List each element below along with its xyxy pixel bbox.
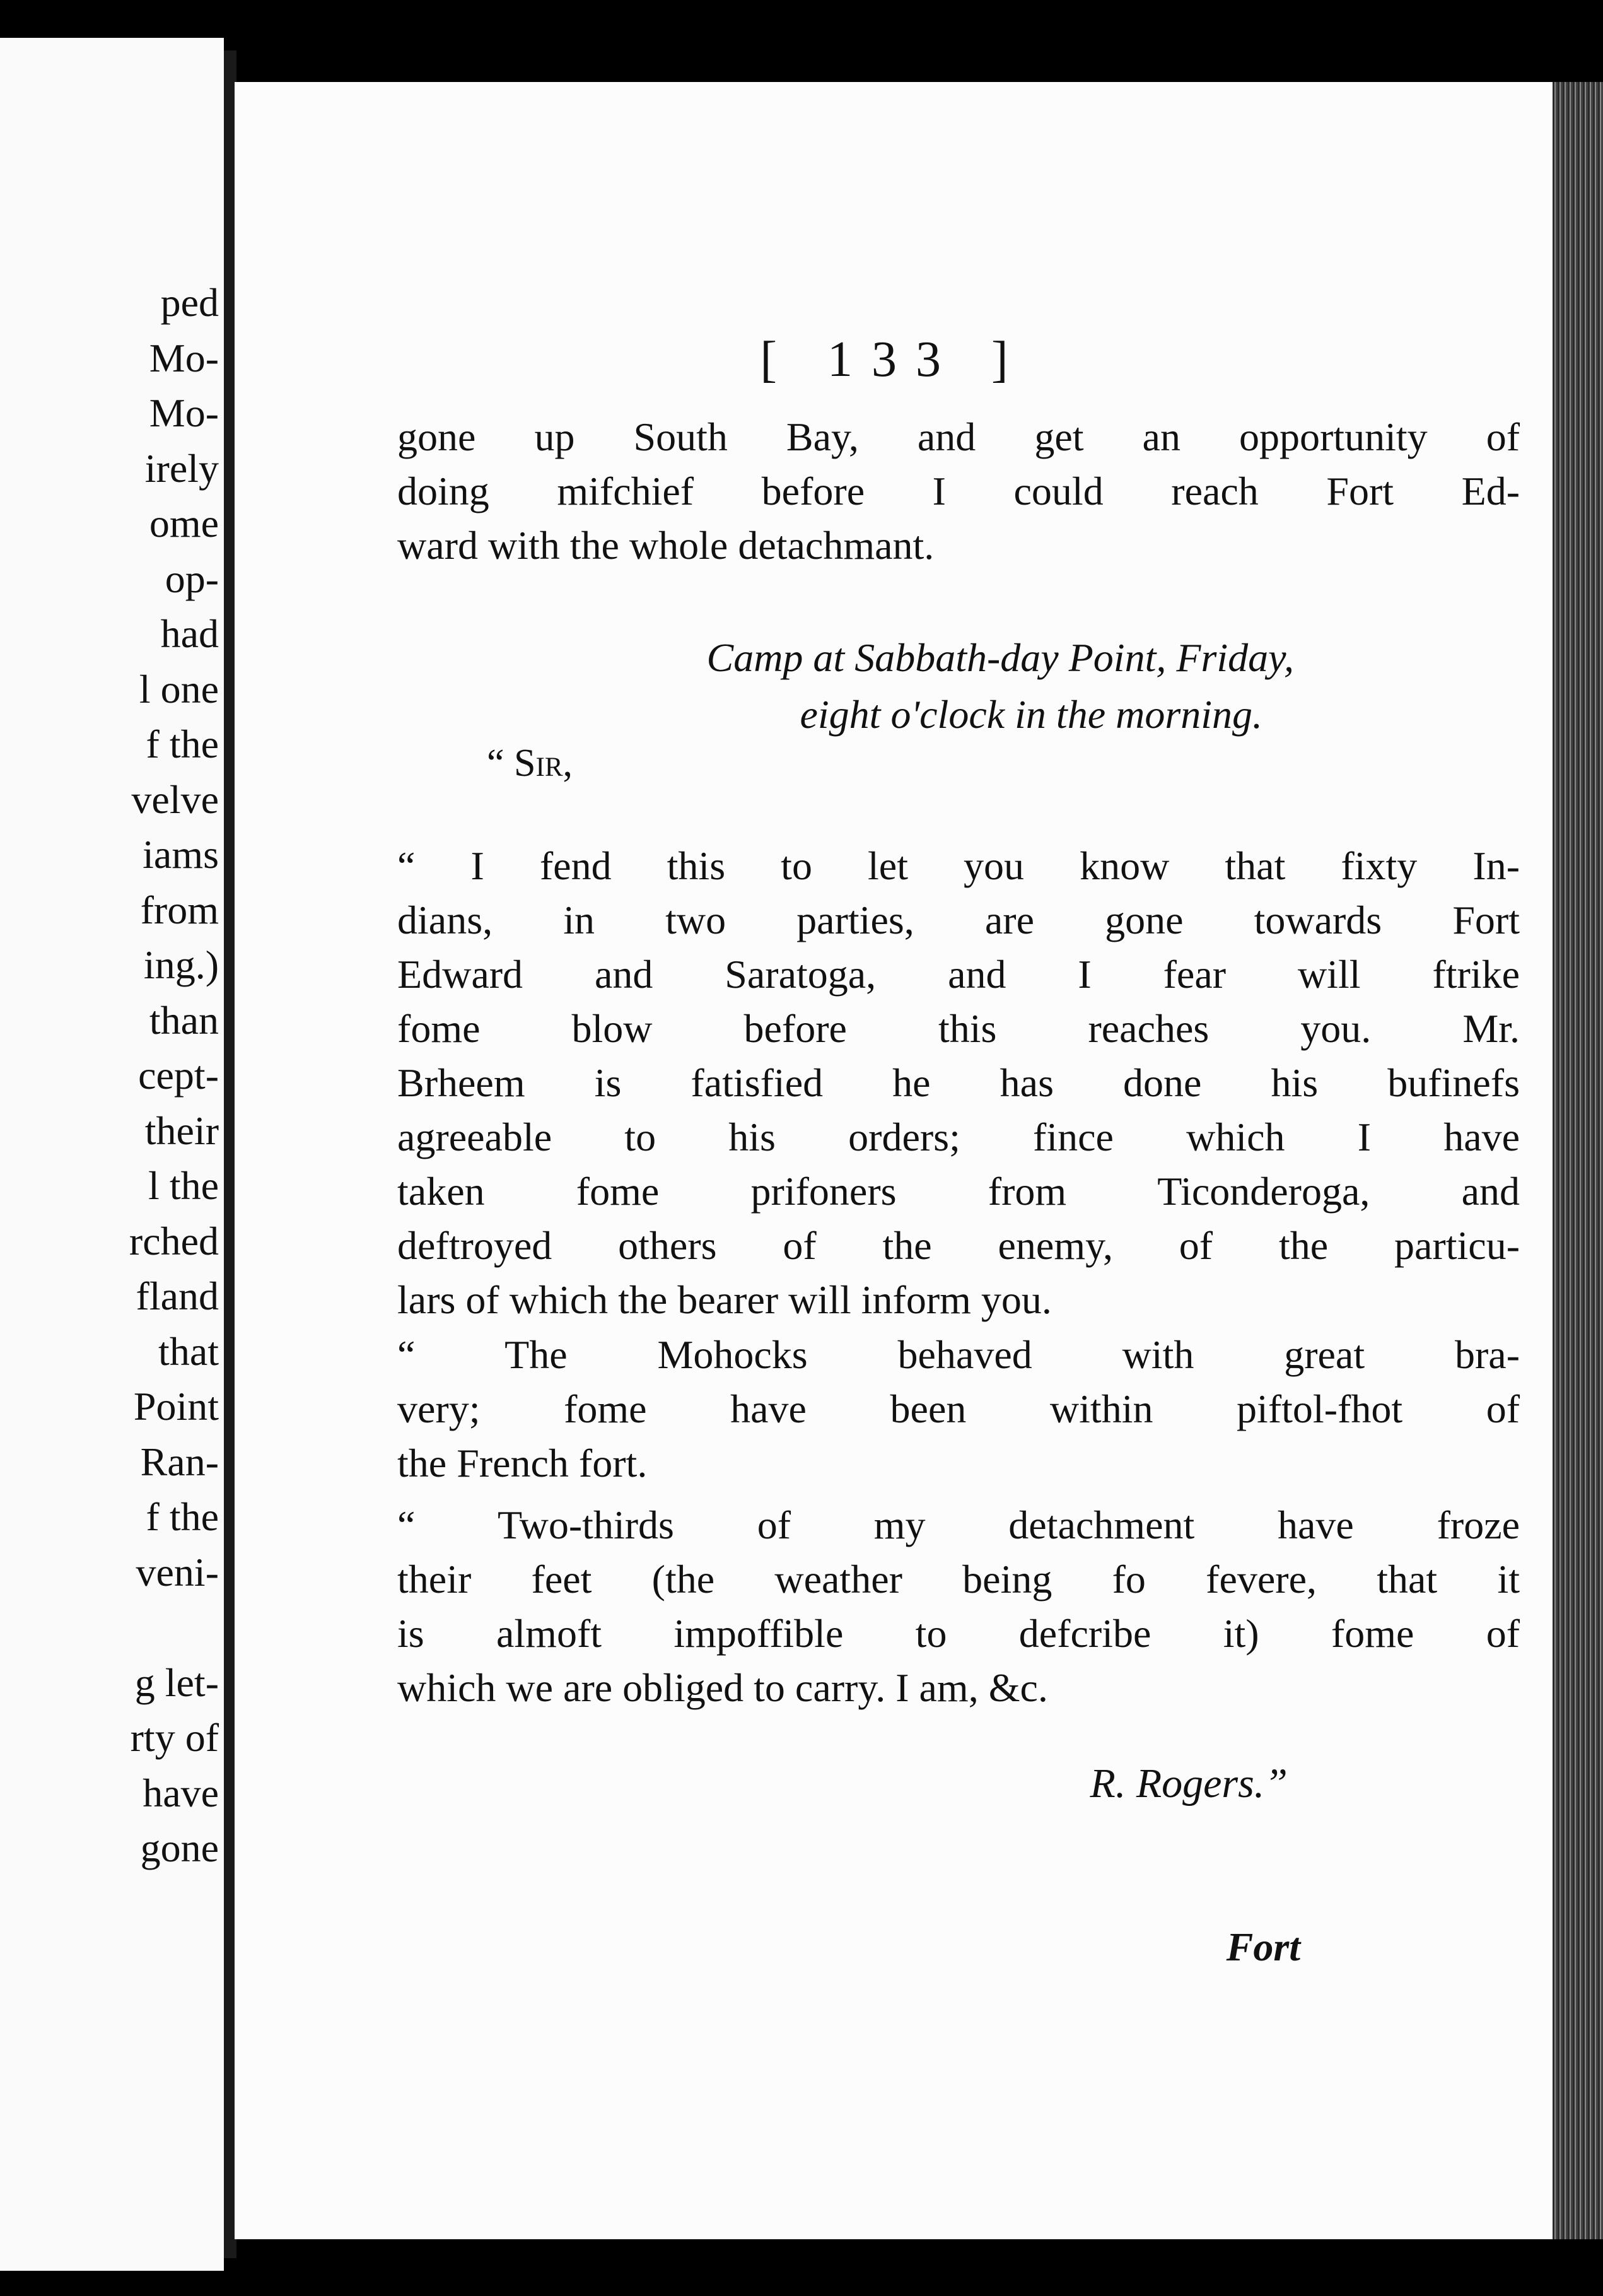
dateline-line-1: Camp at Sabbath-day Point, Friday, [706, 635, 1294, 680]
text-line: Edward and Saratoga, and I fear will ftrike [397, 952, 1520, 997]
text-line: taken fome prifoners from Ticonderoga, and [397, 1169, 1520, 1214]
dateline-line-2: eight o'clock in the morning. [800, 692, 1262, 737]
text-line: deftroyed others of the enemy, of the particu- [397, 1223, 1520, 1268]
facing-page-fragment: Point [133, 1384, 219, 1429]
facing-page-fragment: Ran- [140, 1439, 219, 1484]
text-line: gone up South Bay, and get an opportunity of [397, 414, 1520, 459]
facing-page-fragment: rty of [130, 1715, 219, 1760]
salutation: “ Sir, [487, 742, 573, 785]
facing-page-fragment: gone [140, 1825, 219, 1870]
facing-page-fragment: f the [146, 1494, 219, 1539]
facing-page-fragment: g let- [134, 1660, 219, 1705]
facing-page-fragment: rched [129, 1218, 219, 1263]
intro-paragraph [397, 410, 1520, 573]
letter-paragraph-2 [397, 1328, 1520, 1491]
facing-page-fragment: had [160, 611, 219, 656]
text-line: dians, in two parties, are gone towards Fort [397, 898, 1520, 942]
facing-page-fragment: than [149, 997, 219, 1043]
facing-page-fragment: their [144, 1108, 219, 1153]
text-line: their feet (the weather being fo fevere, that it [397, 1557, 1520, 1602]
facing-page-fragment: f the [146, 722, 219, 766]
facing-page-fragment: veni- [136, 1549, 219, 1595]
facing-page-fragment: have [143, 1770, 219, 1815]
facing-page-fragment: Mo- [149, 335, 219, 380]
page-fore-edge [1553, 82, 1603, 2239]
text-line: very; fome have been within piftol-fhot of [397, 1386, 1520, 1431]
facing-page-fragment: velve [131, 776, 219, 822]
text-line: is almoft impoffible to defcribe it) fome of [397, 1611, 1520, 1656]
facing-page-fragment: iams [143, 832, 219, 877]
text-line: agreeable to his orders; fince which I have [397, 1115, 1520, 1159]
catchword: Fort [1226, 1924, 1300, 1969]
facing-page-fragment: ped [160, 280, 219, 325]
letter-paragraph-1 [397, 839, 1520, 1327]
text-line: ward with the whole detachmant. [397, 523, 935, 568]
text-line: “ I fend this to let you know that fixty In- [397, 843, 1520, 888]
facing-page-fragment: cept- [138, 1053, 219, 1098]
book-page [235, 82, 1553, 2239]
signature: R. Rogers.” [1090, 1760, 1288, 1807]
facing-page-fragment: Mo- [149, 390, 219, 435]
facing-page-fragment: l one [139, 666, 219, 712]
letter-paragraph-3 [397, 1498, 1520, 1715]
facing-page-fragment: l the [148, 1163, 219, 1208]
facing-page-fragment: ome [149, 501, 219, 546]
text-line: “ Two-thirds of my detachment have froze [397, 1502, 1520, 1547]
facing-page-fragment: ing.) [143, 942, 219, 987]
text-line: Brheem is fatisfied he has done his bufinefs [397, 1060, 1520, 1105]
text-line: “ The Mohocks behaved with great bra- [397, 1332, 1520, 1377]
facing-page-fragment: that [158, 1328, 219, 1374]
facing-page-fragment: fland [136, 1274, 219, 1318]
facing-page-fragment: irely [144, 445, 219, 491]
text-line: which we are obliged to carry. I am, &c. [397, 1665, 1048, 1710]
text-line: doing mifchief before I could reach Fort Ed- [397, 469, 1520, 513]
facing-page-fragment: from [140, 887, 219, 932]
facing-page-fragment: op- [165, 556, 219, 601]
text-line: the French fort. [397, 1441, 648, 1485]
facing-page [0, 38, 224, 2271]
page-number: [ 133 ] [760, 332, 1027, 387]
text-line: fome blow before this reaches you. Mr. [397, 1006, 1520, 1051]
text-line: lars of which the bearer will inform you. [397, 1277, 1052, 1322]
